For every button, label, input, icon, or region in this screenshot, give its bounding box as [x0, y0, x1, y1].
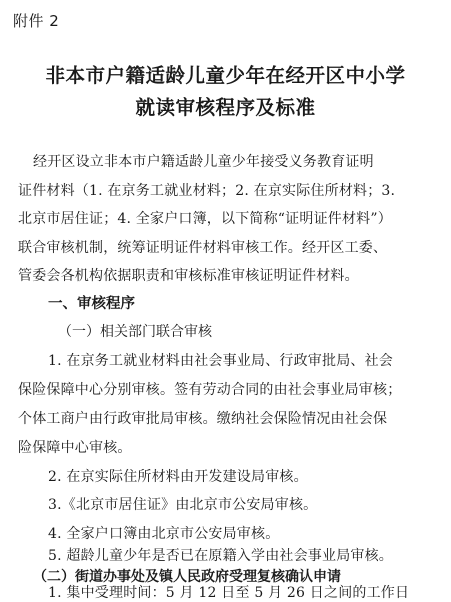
- intro-line-4: 联合审核机制，统筹证明证件材料审核工作。经开区工委、: [18, 240, 388, 256]
- item-4: 4. 全家户口簿由北京市公安局审核。: [48, 526, 280, 542]
- item-1-line-2: 保险保障中心分别审核。签有劳动合同的由社会事业局审核；: [18, 382, 402, 398]
- document-title-line-1: 非本市户籍适龄儿童少年在经开区中小学: [45, 64, 406, 87]
- intro-line-3: 北京市居住证；4. 全家户口簿，以下简称“证明证件材料”）: [18, 211, 392, 227]
- item-1-line-4: 险保障中心审核。: [18, 440, 132, 456]
- intro-line-2: 证件材料（1. 在京务工就业材料；2. 在京实际住所材料；3.: [18, 183, 396, 199]
- item-1-line-1: 1. 在京务工就业材料由社会事业局、行政审批局、社会: [48, 353, 394, 369]
- subsection-heading-street-office: （二）街道办事处及镇人民政府受理复核确认申请: [33, 569, 341, 585]
- item-6: 1. 集中受理时间：5 月 12 日至 5 月 26 日之间的工作日: [48, 585, 410, 601]
- intro-line-1: 经开区设立非本市户籍适龄儿童少年接受义务教育证明: [33, 154, 374, 170]
- item-2: 2. 在京实际住所材料由开发建设局审核。: [48, 469, 308, 485]
- item-3: 3.《北京市居住证》由北京市公安局审核。: [48, 497, 318, 513]
- subsection-heading-joint-review: （一）相关部门联合审核: [58, 324, 212, 340]
- attachment-label: 附件 2: [13, 12, 60, 30]
- item-1-line-3: 个体工商户由行政审批局审核。缴纳社会保险情况由社会保: [18, 411, 388, 427]
- section-heading-procedure: 一、审核程序: [48, 296, 135, 312]
- document-title-line-2: 就读审核程序及标准: [135, 96, 316, 119]
- intro-line-5: 管委会各机构依据职责和审核标准审核证明证件材料。: [18, 268, 359, 284]
- item-5: 5. 超龄儿童少年是否已在原籍入学由社会事业局审核。: [48, 548, 394, 564]
